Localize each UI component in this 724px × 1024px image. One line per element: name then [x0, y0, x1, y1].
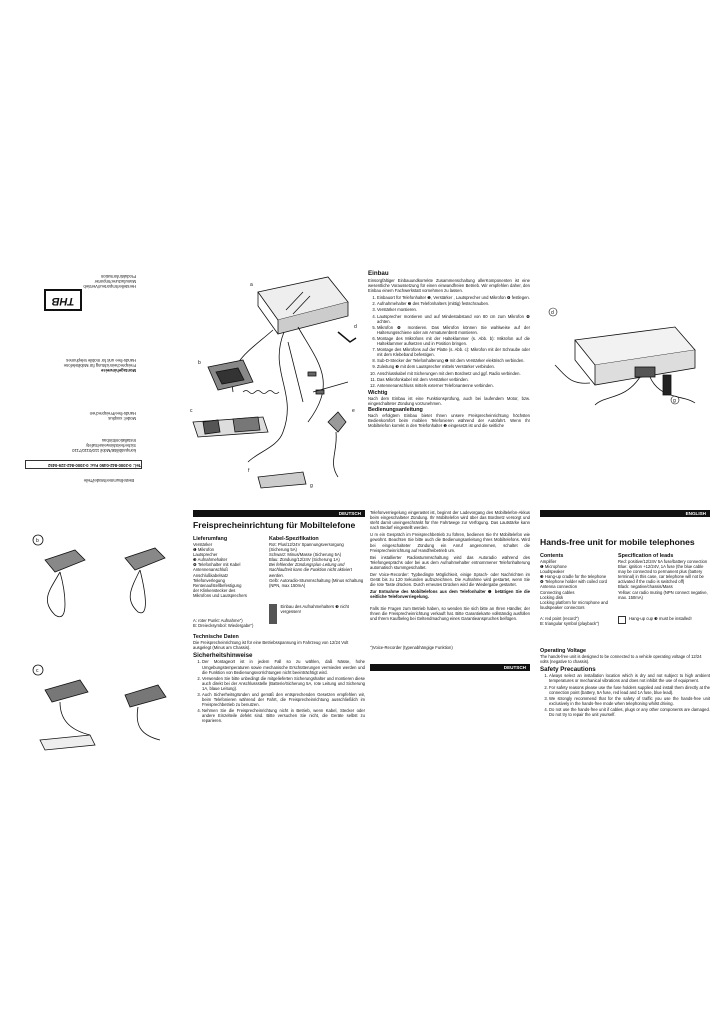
list-item: 2. For safety reasons please use the fuse holders supplied and install them directly at the connection point (battery, 5A fuse, red lead and 1A fuse, blue lead).	[549, 685, 710, 695]
english-section	[540, 510, 710, 718]
note-text: Einbau des Aufnahmehalters ❸ nicht vergessen!	[280, 604, 349, 615]
list-item: 12. Antennenanschluss mittels externer Telefonantenne verbinden.	[377, 383, 530, 388]
label-a: a	[250, 282, 253, 288]
einbau-intro: Einsorgfältiger Einbauundkorrekte Zusammenschaltung allerKomponenten ist eine wesentliche Voraussetzung für einen einwandfreien Betrieb. Wir empfehlen daher, den Einbau einem Fachwerkstatt vornehmen zu lassen.	[368, 278, 530, 294]
list-item: ❸ Aufnahmehalter	[193, 557, 228, 563]
line: Hersteller/Importeur/Vertrieb	[83, 284, 136, 289]
de-columns	[193, 536, 365, 598]
de-kabel	[269, 536, 365, 598]
list-item: 3. Verstärker montieren.	[377, 307, 530, 312]
einbau-section	[368, 270, 530, 428]
list-item: 10. Anschlusskabel mit Sicherungen mit dem Bordnetz und ggf. Radio verbinden.	[377, 371, 530, 376]
back-cover	[22, 273, 142, 483]
en-note	[618, 616, 710, 626]
list-item: Schwarz: Minus/Masse (Sicherung 5A)	[269, 552, 342, 558]
de-legend-row	[193, 604, 365, 628]
lieferumfang-title: Lieferumfang	[193, 536, 228, 542]
english-bar: ENGLISH	[540, 510, 710, 517]
list-item: Bei fehlender Zündungsplus-Leitung und Nachlaufzeit kann die Funktion nicht aktiviert werden.	[269, 562, 352, 578]
back-cover-lines3	[31, 358, 136, 373]
label-d: d	[551, 310, 554, 316]
list-item: Antennenanschluß	[193, 567, 228, 573]
list-item: Anschlußkabelsatz	[193, 572, 229, 578]
list-item: 1. Einbauort für Telefonhalter ❶, Verstärker , Lautsprecher und Mikrofon ❹ festlegen.	[377, 295, 530, 300]
legend-b: B: Dreiecksymbol: Wiedergabe")	[193, 623, 254, 629]
back-cover-code: Bestellnummer/Model/Teile	[83, 478, 134, 483]
list-item: Gelb: Autoradio-Stummschaltung (Minus schaltung (NPN, max 150mA)	[269, 577, 364, 588]
logo-text: THB	[51, 295, 75, 307]
einbau-steps	[368, 295, 530, 388]
label-f: f	[248, 468, 250, 474]
mid-footnote: ")Voice-Recorder (typenabhängige Funktion)	[370, 644, 453, 650]
en-safety-title: Safety Precautions	[540, 666, 596, 674]
safety-list	[193, 659, 365, 723]
de-note	[269, 604, 365, 628]
en-columns	[540, 553, 710, 610]
mid-text4: Der Voice-Recorder: Typbedingte Möglichkeit, einige Sprach- oder Nachrichten im Gerät bis zu 120 Sekunden aufzuzeichnen. Die Aufnahme wird gestartet, wenn Sie die rote Taste drücken. Durch erneutes Drücken wird die Wiedergabe gestartet.	[370, 572, 530, 588]
line: Model: xxxplus	[108, 416, 136, 421]
wichtig-text: Nach dem Einbau ist eine Funktionsprüfung, auch bei laufendem Motor, bzw. eingeschalteter Zündung vorzunehmen.	[368, 395, 530, 406]
de-legend	[193, 604, 263, 628]
label-c: c	[190, 408, 193, 414]
label-g: g	[673, 398, 676, 404]
list-item: Verstärker	[193, 542, 213, 547]
de-lieferumfang	[193, 536, 263, 598]
en-legend-row	[540, 616, 710, 626]
holder-icon	[269, 604, 277, 624]
label-e: e	[352, 408, 355, 414]
list-item: 3. We strongly recommend that for the safety of traffic you use the hands-free unit exclusively in the hands-free mode when telephoning whilst driving.	[549, 696, 710, 706]
list-item: 5. Mikrofon ❹ montieren. Das Mikrofon können Sie wahlweise auf der Halterungsschiene oder am Armaturenbrett montieren.	[377, 325, 530, 335]
back-cover-lines1	[31, 438, 136, 453]
list-item: 3. Auch Sicherheitsgründen und gemäß den entsprechenden Gesetzen empfehlen wir, beim Telefonieren während der Fahrt, die Freisprecheinrichtung ausschließlich im Freisprechbetrieb zu benutzen.	[202, 692, 365, 707]
list-item: Rot: Plus/12/24V Spannungsversorgung (Sicherung 5A)	[269, 542, 344, 553]
list-item: 4. Nehmen Sie die Freisprecheinrichtung nicht in Betrieb, wenn Kabel, Stecker oder andere Einzelteile defekt sind. Bitte versuchen Sie nicht, die Geräte selbst zu reparieren.	[202, 708, 365, 723]
list-item: Telefonverlegung	[193, 577, 225, 583]
list-item: 8. Sub-D-Stecker der Telefonhalterung ❶ mit dem Verstärker elektrisch verbinden.	[377, 358, 530, 363]
legend-a: A: roter Punkt: Aufnahme")	[193, 618, 243, 624]
safety-title: Sicherheitshinweise	[193, 652, 253, 660]
list-item: 2. Verwenden Sie bitte unbedingt die mitgelieferten Sicherungshalter und montieren diese auch direkt bei der Anschlussstelle (Batterie/Sicherung 5A, rote Leitung und Sicherung 1A, blaue Leitung).	[202, 676, 365, 691]
en-safety-list	[540, 673, 710, 717]
list-item: 9. Zuleitung ❸ mit dem Lautsprecher mittels Verstärker verbinden.	[377, 364, 530, 369]
en-spec	[618, 553, 710, 610]
deutsch-bar: DEUTSCH	[193, 510, 365, 517]
line: Manufacturer/Importer	[94, 278, 136, 284]
line: Installation/Einbau	[101, 437, 136, 443]
list-item: Locking disk	[540, 594, 564, 600]
mid-text2: U m ein Gespräch im Freisprechbetrieb zu führen, bedienen Sie Ihr Mobiltelefon wie gewohnt. Beachten Sie bitte auch die Bedienungsanleitung Ihres Mobiltelefons. Wird bei eingeschalteter Zündung ein Anruf angenommen, schaltet die Freisprecheinrichtung auf Handfreibetrieb um.	[370, 532, 530, 553]
back-cover-address	[31, 274, 136, 289]
mid-text3: Bei installierter Radiostummschaltung wird das Autoradio während des Telefongesprächs oder bei aus dem Aufnahmehalter entnommener Telefonhalterung automatisch stummgeschaltet.	[370, 554, 530, 570]
label-g: g	[310, 483, 313, 489]
list-item: Connecting cables	[540, 589, 575, 595]
contents-title: Contents	[540, 553, 564, 559]
list-item: ❸ Hang-up cradle for the telephone	[540, 574, 607, 580]
list-item: Loudspeaker	[540, 569, 565, 575]
installation-diagram	[188, 272, 364, 496]
spec-title: Specification of leads	[618, 553, 674, 559]
einbau-title: Einbau	[368, 270, 389, 277]
spec-list	[618, 559, 710, 600]
label-b: b	[198, 360, 201, 366]
cup-icon	[618, 616, 626, 624]
de-title: Freisprecheinrichtung für Mobiltelefone	[193, 520, 356, 530]
line: Freisprecheinrichtung für Mobiltelefone	[63, 362, 136, 368]
voltage-text: The hands-free unit is designed to be connected to a vehicle operating voltage of 12/24 volts (negative to chassis).	[540, 654, 702, 665]
line: Produktinformation	[100, 273, 136, 279]
list-item: 4. Lautsprecher montieren und auf Mindestabstand von 80 cm zum Mikrofon ❹ achten.	[377, 314, 530, 324]
list-item: Lautsprecher	[193, 552, 218, 558]
list-item: Yellow: car radio muting (NPN connect negative, max. 150mA)	[618, 589, 708, 600]
list-item: Amplifier	[540, 559, 557, 564]
list-item: ❶ Mikrofon	[193, 547, 214, 553]
en-title: Hands-free unit for mobile telephones	[540, 537, 695, 547]
mid-text1: Telefonverriegelung eingerastet ist, beginnt der Ladevorgang des Mobiltelefon-Akkus beim eingeschalteter Zündung. Ihr Mobiltelefon wird über das Bordnetz versorgt und steht damit uneingeschränkt für Ihre Fahrtwege zur Verfügung. Das Lautstärke kann nach Bedarf eingestellt werden.	[370, 510, 530, 531]
deutsch-section	[193, 510, 365, 725]
en-contents	[540, 553, 612, 610]
amplifier-diagram	[545, 305, 710, 410]
line: Hands-free/Freisprechen	[89, 410, 136, 416]
list-item: ❹ Telefonhalter mit Kabel	[193, 562, 241, 568]
voltage-title: Operating Voltage	[540, 648, 587, 655]
label-b: b	[36, 538, 39, 544]
fax-text: Tel.: 0-2000-842-0450 Fax: 0-2000-842-229-0452	[47, 463, 141, 468]
list-item: 1. Always select an installation location which is dry and not subject to high ambient temperatures or mechanical vibrations and does not inhibit the use of equipment.	[549, 673, 710, 683]
list-item: Blau: Zündung/12/24V (Sicherung 1A)	[269, 557, 340, 563]
note-text: Hang-up cup ❸ must be installed!	[629, 615, 692, 621]
legend-a: A: red point (record")	[540, 615, 579, 621]
label-d: d	[354, 324, 357, 330]
list-item: 6. Montage des Mikrofons mit der Halteklammer (s. Abb. b): Mikrofon auf die Halteklammer aufsetzen und in Position bringen.	[377, 336, 530, 346]
list-item: 4. Do not use the hands-free unit if cables, plugs or any other components are damaged. Do not try to repair the unit yourself.	[549, 707, 710, 717]
list-item: Rentenaufstellbefestigung	[193, 582, 242, 588]
list-item: 11. Das Mikrofonkabel mit dem Verstärker verbinden.	[377, 377, 530, 382]
kabel-list	[269, 542, 365, 588]
list-item: Blue: ignition +12/24V, 1A fuse (the blue cable may be connected to permanent plus (battery terminal) in this case, car telephone will not be activated if the radio is switched off)	[618, 564, 704, 585]
list-item: 1. Der Montageort ist in jedem Fall so zu wählen, daß Nässe, hohe Umgebungstemperaturen sowie mechanische Erschütterungen vermieden werden und die Funktion von Bedienungsvorrichtungen nicht beeinträchtigt wird.	[202, 659, 365, 674]
list-item: Red: positive/12/24V 5A fuse/battery connection	[618, 559, 708, 564]
list-item: ❶ Microphone	[540, 564, 567, 570]
bedienung-title: Bedienungsanleitung	[368, 406, 423, 413]
mid-text6: Falls Sie Fragen zum Betrieb haben, so wenden Sie sich bitte an Ihren Händler, der Ihnen die Freisprecheinrichtung verkauft hat. Bitte Garantiekarte vollständig ausfüllen und Ihrem Kaufbeleg bei Geltendmachung eines Garantieanspruches beifügen.	[370, 605, 530, 621]
list-item: Antenna connection	[540, 584, 578, 590]
label-c: c	[36, 668, 39, 674]
contents-list	[540, 559, 612, 610]
thb-logo	[44, 289, 82, 311]
list-item: Mikrofons und Lautsprechers	[193, 592, 247, 598]
tech-title: Technische Daten	[193, 634, 239, 641]
mid-text5: Zur Entnahme des Mobiltelefons aus dem Telefonhalter ❶ betätigen Sie die seitliche Telefonverriegelung.	[370, 589, 530, 600]
microphone-illustrations	[30, 530, 190, 780]
lieferumfang-list	[193, 542, 263, 598]
bedienung-text: Nach erfolgtem Einbau bietet Ihnen unsere Freisprecheinrichtung höchsten Bedienkomfort beim mobilen Telefonieren während der Autofahrt. Wenn Ihr Mobiltelefon korrekt in den Telefonhalter ❶ eingesetzt ist und die seitliche	[368, 412, 530, 429]
kabel-title: Kabel-Spezifikation	[269, 536, 319, 542]
line: Sicherheitshinweise/Safety	[85, 442, 136, 448]
en-legend	[540, 616, 612, 626]
back-cover-fax	[25, 460, 142, 469]
list-item: 7. Montage des Mikrofons auf der Platte (s. Abb. c): Mikrofon mit der Schraube oder mit dem Klebeband befestigen.	[377, 347, 530, 357]
list-item: der Klinkenstecker des	[193, 587, 236, 593]
back-cover-lines2	[31, 411, 136, 421]
tech-text: Die Freisprecheinrichtung ist für eine Betriebsspannung im Fahrzeug von 12/24 Volt ausgelegt (Minus am Chassis).	[193, 640, 349, 651]
middle-section	[370, 510, 530, 671]
line: Hands-free unit for mobile telephones	[66, 357, 136, 363]
list-item: Black: negative/chassis/Mass	[618, 584, 673, 590]
list-item: Locking platform for microphone and loudspeaker connectors	[540, 599, 608, 610]
line: kompatibilität/Mobil 110/0110/7110	[72, 448, 136, 453]
legend-b: B: triangular symbol (playback")	[540, 621, 599, 627]
wichtig-title: Wichtig	[368, 389, 388, 396]
list-item: ❹ Telephone holder with coiled cord	[540, 579, 607, 585]
mid-bar: DEUTSCH	[370, 664, 530, 671]
list-item: 2. Aufnahmehalter ❸ des Telefonhalters (mittig) festschrauben.	[377, 301, 530, 306]
line: Montagehinweise	[101, 368, 136, 373]
